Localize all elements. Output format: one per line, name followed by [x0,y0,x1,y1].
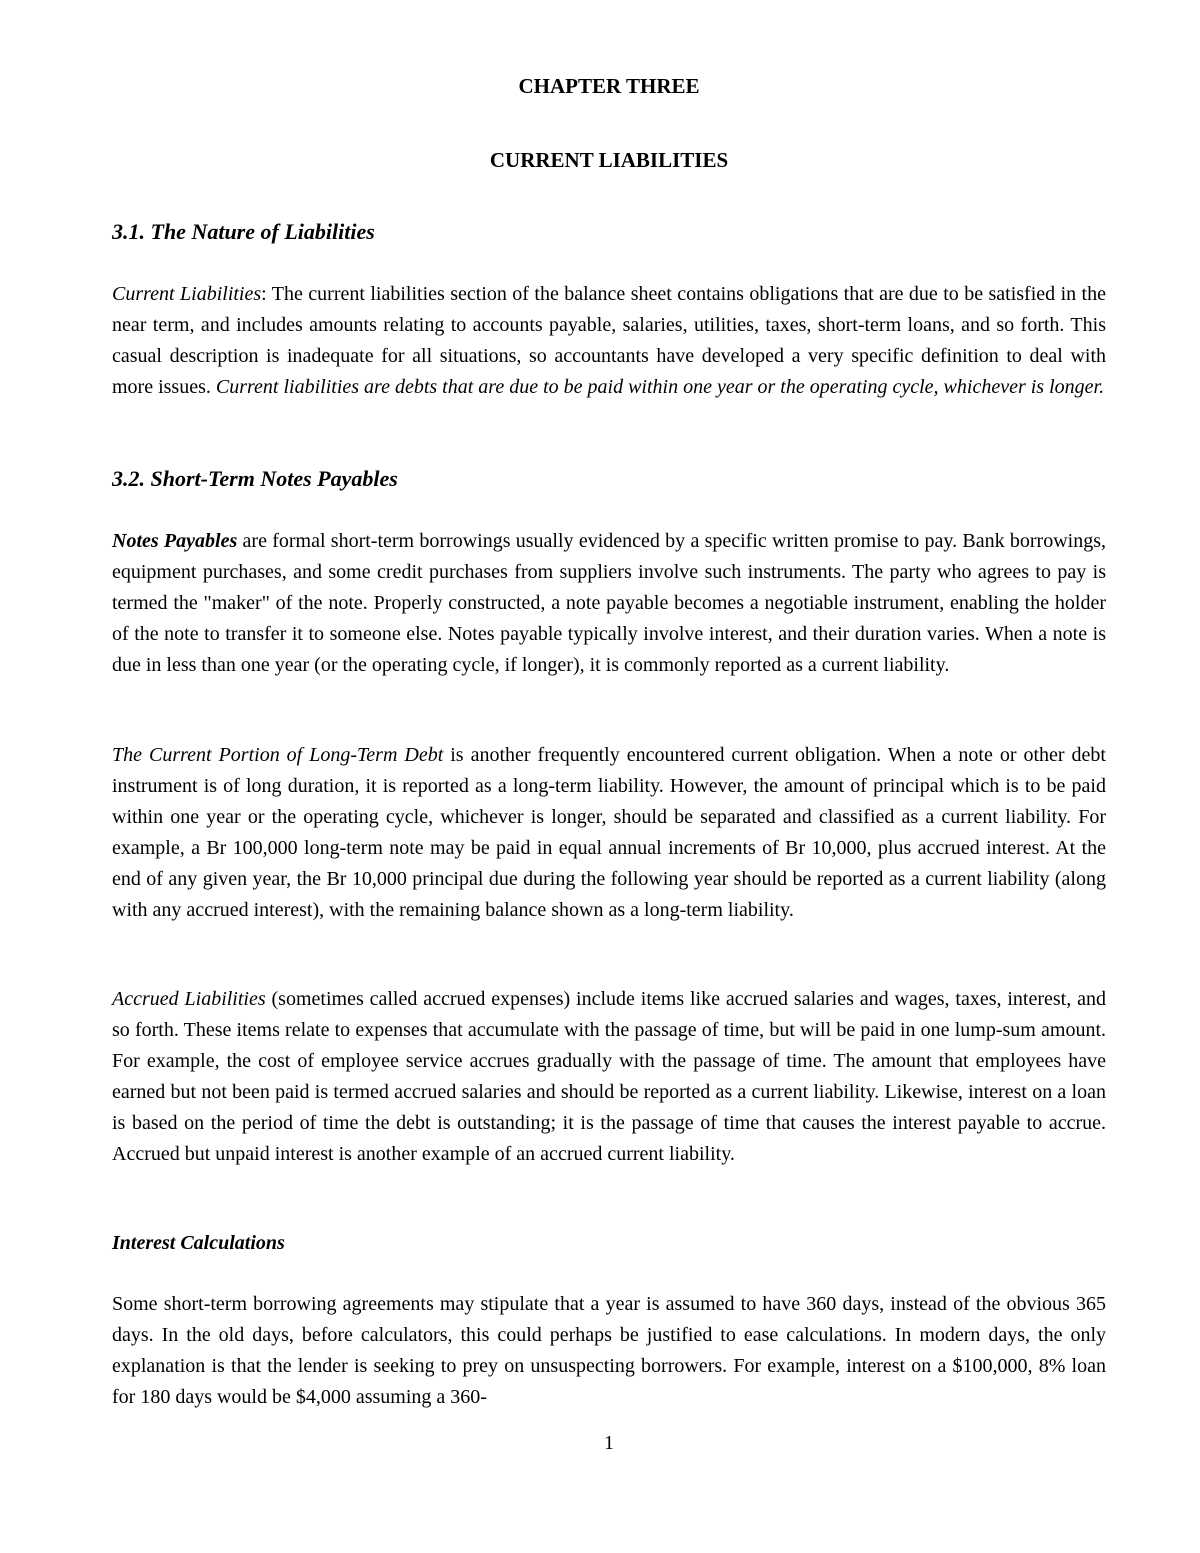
chapter-title: CHAPTER THREE [518,74,700,98]
term-accrued-liabilities: Accrued Liabilities [112,988,266,1010]
current-liabilities-paragraph [112,279,1106,403]
page-number: 1 [604,1432,614,1454]
current-portion-paragraph [112,740,1106,926]
interest-calculations-heading: Interest Calculations [112,1232,285,1254]
term-current-liabilities: Current Liabilities [112,283,262,305]
section-heading-3-2: 3.2. Short-Term Notes Payables [112,466,398,491]
chapter-subtitle: CURRENT LIABILITIES [489,148,729,172]
term-notes-payables: Notes Payables [112,530,238,552]
current-portion-text: is another frequently encountered current obligation. When a note or other debt instrument is of long duration, it is reported as a long-term liability. However, the amount of principal which is to be paid within one year or the operating cycle, whichever is longer, should be separated and classified as a current liability. For example, a Br 100,000 long-term note may be paid in equal annual increments of Br 10,000, plus accrued interest. At the end of any given year, the Br 10,000 principal due during the following year should be reported as a current liability (along with any accrued interest), with the remaining balance shown as a long-term liability. [112,744,1106,921]
accrued-liabilities-text: (sometimes called accrued expenses) include items like accrued salaries and wages, taxes, interest, and so forth. These items relate to expenses that accumulate with the passage of time, but will be paid in one lump-sum amount. For example, the cost of employee service accrues gradually with the passage of time. The amount that employees have earned but not been paid is termed accrued salaries and should be reported as a current liability. Likewise, interest on a loan is based on the period of time the debt is outstanding; it is the passage of time that causes the interest payable to accrue. Accrued but unpaid interest is another example of an accrued current liability. [112,988,1106,1165]
section-heading-3-1: 3.1. The Nature of Liabilities [112,219,375,244]
notes-payables-paragraph [112,526,1106,681]
accrued-liabilities-paragraph [112,984,1106,1170]
term-current-portion: The Current Portion of Long-Term Debt [112,744,444,766]
term-colon: : [261,283,267,305]
current-liabilities-text: The current liabilities section of the balance sheet contains obligations that are due to be satisfied in the near term, and includes amounts relating to accounts payable, salaries, utilities, taxes, short-term loans, and so forth. This casual description is inadequate for all situations, so accountants have developed a very specific definition to deal with more issues. [112,283,1106,398]
interest-calculations-paragraph: Some short-term borrowing agreements may stipulate that a year is assumed to have 360 days, instead of the obvious 365 days. In the old days, before calculators, this could perhaps be justified to ease calculations. In modern days, the only explanation is that the lender is seeking to prey on unsuspecting borrowers. For example, interest on a $100,000, 8% loan for 180 days would be $4,000 assuming a 360- [112,1293,1106,1408]
notes-payables-text: are formal short-term borrowings usually evidenced by a specific written promise to pay. Bank borrowings, equipment purchases, and some credit purchases from suppliers involve such instruments. The party who agrees to pay is termed the "maker" of the note. Properly constructed, a note payable becomes a negotiable instrument, enabling the holder of the note to transfer it to someone else. Notes payable typically involve interest, and their duration varies. When a note is due in less than one year (or the operating cycle, if longer), it is commonly reported as a current liability. [112,530,1106,676]
current-liabilities-definition: Current liabilities are debts that are due to be paid within one year or the operating cycle, whichever is longer. [215,376,1105,398]
